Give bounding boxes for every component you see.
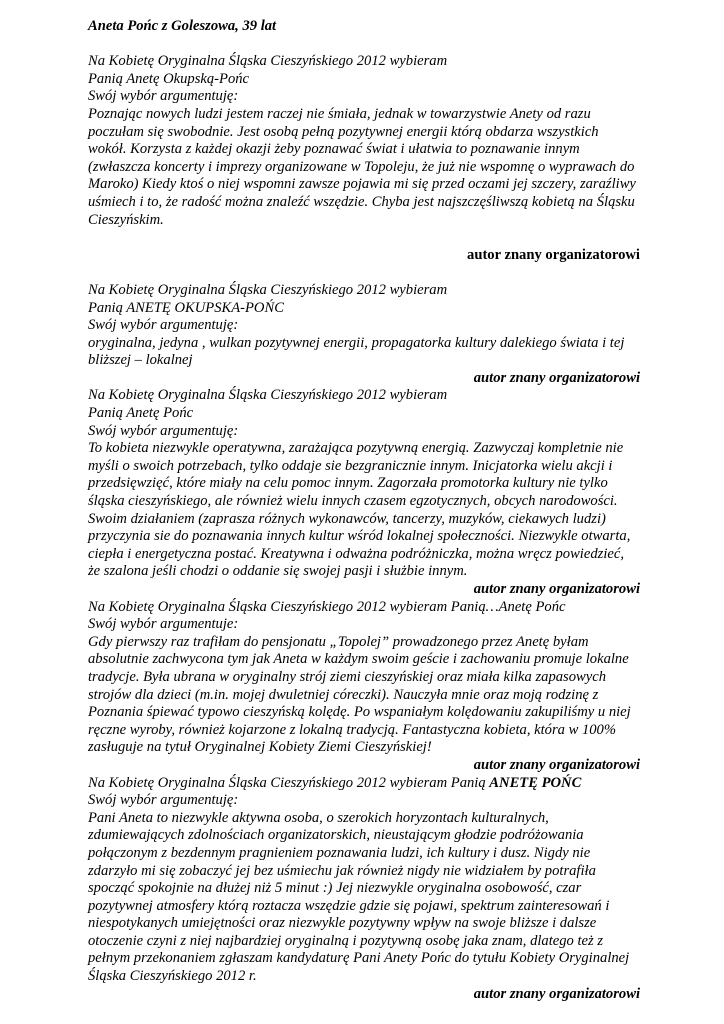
entry-line: uśmiech i to, że radość można znaleźć wszędzie. Chyba jest najszczęśliwszą kobietą na Śląsku — [88, 193, 635, 210]
entry-line: oryginalna, jedyna , wulkan pozytywnej energii, propagatorka kultury dalekiego świata i tej — [88, 334, 625, 351]
entry-line: pozytywnej atmosfery którą roztacza wszędzie gdzie się pojawi, spektrum zainteresowań i — [88, 897, 610, 914]
spacer — [88, 229, 640, 247]
entry-line: (zwłaszcza koncerty i imprezy organizowane w Topoleju, że już nie wspomnę o wyprawach do — [88, 158, 635, 175]
entry-line: że szalona jeśli chodzi o oddanie się swojej pasji i służbie innym. — [88, 563, 468, 580]
entry-line: zasługuje na tytuł Oryginalnej Kobiety Ziemi Cieszyńskiej! — [88, 739, 432, 756]
entry-line: Panią Anetę Pońc — [88, 405, 194, 422]
document-title: Aneta Pońc z Goleszowa, 39 lat — [88, 18, 277, 34]
entry-line: Maroko) Kiedy ktoś o niej wspomni zawsze pojawia mi się przed oczami jej szczery, zaraźliwy — [88, 176, 636, 193]
entry-line: Swój wybór argumentuję: — [88, 88, 239, 105]
entry-line: poczułam się swobodnie. Jest osobą pełną pozytywnej energii którą obdarza wszystkich — [88, 123, 599, 140]
entry-line: ręczne wyroby, również kojarzone z lokalną tradycją. Fantastyczna kobieta, która w 100% — [88, 721, 617, 738]
entry-line: Swój wybór argumentuję: — [88, 422, 239, 439]
nomination-entry-3 — [88, 387, 640, 598]
entry-line: Swój wybór argumentuję: — [88, 792, 239, 809]
entry-line: ciepła i energetyczna postać. Kreatywna i odważna podróżniczka, można wręcz powiedzieć, — [88, 545, 624, 562]
entry-line: Cieszyńskim. — [88, 211, 164, 228]
entry-line: połączonym z bezdennym pragnieniem poznawania ludzi, ich kultury i dusz. Nigdy nie — [88, 844, 591, 861]
entry-signature: autor znany organizatorowi — [467, 246, 640, 263]
entry-line: Śląska Cieszyńskiego 2012 r. — [88, 968, 257, 985]
entry-line: Na Kobietę Oryginalna Śląska Cieszyńskiego 2012 wybieram — [88, 281, 448, 298]
entry-line: Swój wybór argumentuję: — [88, 317, 239, 334]
entry-line: Swoim działaniem (zaprasza różnych wykonawców, tancerzy, muzyków, ciekawych ludzi) — [88, 510, 606, 527]
entry-signature: autor znany organizatorowi — [473, 985, 640, 1002]
entry-line: pełnym przekonaniem zgłaszam kandydaturę Pani Anety Pońc do tytułu Kobiety Oryginalnej — [88, 950, 630, 967]
entry-line: Poznając nowych ludzi jestem raczej nie śmiała, jednak w towarzystwie Anety od razu — [88, 105, 591, 122]
entry-line-first — [88, 775, 640, 793]
entry-line: Na Kobietę Oryginalna Śląska Cieszyńskiego 2012 wybieram — [88, 387, 448, 404]
entry-line: Pani Aneta to niezwykle aktywna osoba, o szerokich horyzontach kulturalnych, — [88, 809, 549, 826]
entry-line: Na Kobietę Oryginalna Śląska Cieszyńskiego 2012 wybieram — [88, 53, 448, 70]
entry-line-prefix: Na Kobietę Oryginalna Śląska Cieszyńskiego 2012 wybieram Panią — [88, 774, 490, 791]
entry-signature: autor znany organizatorowi — [473, 756, 640, 773]
entry-line: myśli o swoich potrzebach, tylko oddaje sie bezgranicznie innym. Inicjatorka wielu akcji i — [88, 457, 613, 474]
nomination-entry-5 — [88, 775, 640, 1004]
entry-line: Poznania śpiewać typowo cieszyńską kolędę. Po wspaniałym kolędowaniu zakupiliśmy u niej — [88, 704, 631, 721]
entry-line: spocząć spokojnie na dłużej niż 5 minut :) Jej niezwykle oryginalna osobowość, czar — [88, 880, 582, 897]
entry-line: niespotykanych umiejętności oraz niezwykle pozytywny wpływ na swoje bliższe i dalsze — [88, 915, 597, 932]
entry-line: absolutnie zachwycona tym jak Aneta w każdym swoim geście i zachowaniu promuje lokalne — [88, 651, 629, 668]
entry-line: otoczenie czyni z niej najbardziej oryginalną i pozytywną osobę jaka znam, dlatego też z — [88, 932, 604, 949]
spacer — [88, 264, 640, 282]
entry-line: Swój wybór argumentuje: — [88, 616, 239, 633]
entry-line: Gdy pierwszy raz trafiłam do pensjonatu „Topolej” prowadzonego przez Anetę byłam — [88, 633, 589, 650]
nomination-entry-4 — [88, 599, 640, 775]
entry-line: zdumiewających zdolnościach organizatorskich, nieustającym głodzie podróżowania — [88, 827, 584, 844]
entry-line: To kobieta niezwykle operatywna, zarażająca pozytywną energią. Zazwyczaj kompletnie nie — [88, 440, 624, 457]
entry-line: bliższej – lokalnej — [88, 352, 193, 369]
nomination-entry-1 — [88, 53, 640, 282]
entry-line: przyczynia sie do poznawania innych kultur wśród lokalnej społeczności. Niezwykle otwarta, — [88, 528, 631, 545]
entry-line: tradycje. Była ubrana w oryginalny strój ziemi cieszyńskiej oraz miała kilka zapasowych — [88, 668, 607, 685]
entry-line: przedsięwzięć, które miały na celu pomoc innym. Zagorzała promotorka kultury nie tylko — [88, 475, 608, 492]
entry-line: Panią Anetę Okupską-Pońc — [88, 70, 250, 87]
entry-line: wokół. Korzysta z każdej okazji żeby poznawać świat i ułatwia to poznawanie innym — [88, 141, 580, 158]
entry-line: Panią ANETĘ OKUPSKA-POŃC — [88, 299, 284, 316]
nominee-name-bold: ANETĘ POŃC — [489, 774, 582, 791]
entry-signature: autor znany organizatorowi — [473, 581, 640, 597]
entry-line: strojów dla dzieci (m.in. mojej dwuletniej córeczki). Nauczyła mnie oraz moją rodzinę z — [88, 686, 599, 703]
entry-line: śląska cieszyńskiego, ale również wielu innych czasem egzotycznych, obcych narodowości. — [88, 493, 618, 510]
entry-signature: autor znany organizatorowi — [473, 369, 640, 386]
nomination-entry-2 — [88, 282, 640, 388]
document-page — [88, 18, 640, 1003]
entry-line: zdarzyło mi się zobaczyć jej bez uśmiechu jak również nigdy nie widziałem by potrafiła — [88, 862, 596, 879]
entry-line: Na Kobietę Oryginalna Śląska Cieszyńskiego 2012 wybieram Panią…Anetę Pońc — [88, 598, 566, 615]
